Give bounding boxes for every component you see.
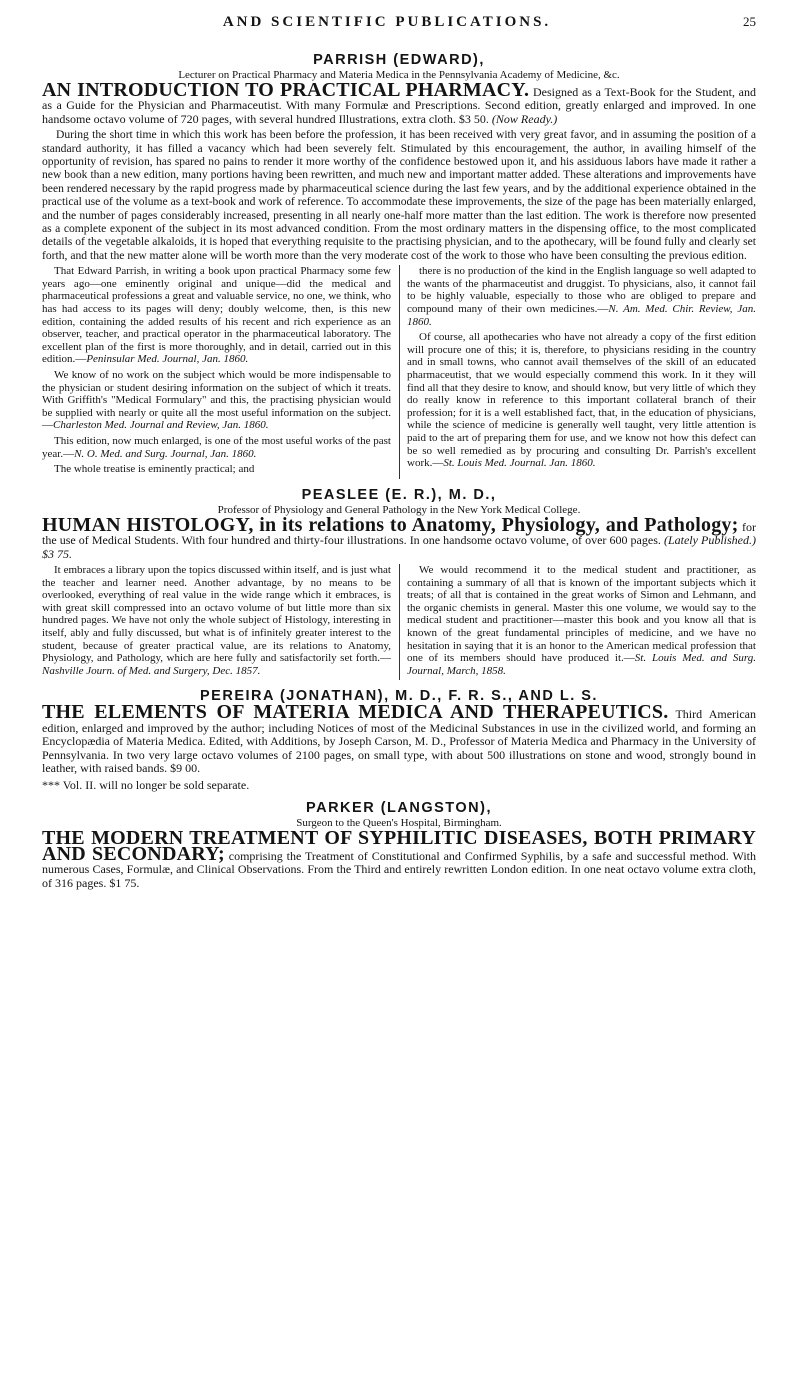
volume-note: *** Vol. II. will no longer be sold separate. bbox=[42, 778, 250, 793]
review-columns bbox=[42, 265, 756, 479]
review-text: We would recommend it to the medical student and practitioner, as containing a summary of all that is known of the important subjects which it treats; of all that is contained in the great works of Simon and Lehmann, and the organic chemists in general. Master this one volume, we would say to the medical student and practitioner—master this book and you know all that is known of the great fundamental principles of medicine, and we have no hesitation in saying that it is an honor to the American medical profession that one of its members should have produced it.— bbox=[407, 564, 756, 665]
book-details: comprising the Treatment of Constitutional and Confirmed Syphilis, by a safe and successful method. With numerous Cases, Formulæ, and Clinical Observations. From the Third and entirely rewritten London edition. In one neat octavo volume extra cloth, of 316 pages. $1 75. bbox=[42, 848, 756, 890]
book-title: THE ELEMENTS OF MATERIA MEDICA AND THERAPEUTICS. bbox=[42, 701, 669, 724]
book-details: for the use of Medical Students. With four hundred and thirty-four illustrations. In one handsome octavo volume, of over 600 pages. bbox=[42, 519, 756, 548]
book-details: Designed as a Text-Book for the Student, and as a Guide for the Physician and Pharmaceutist. With many Formulæ and Prescriptions. Second edition, greatly enlarged and improved. In one handsome octavo volume of 720 pages, with several hundred Illustrations, extra cloth. $3 50. bbox=[42, 85, 756, 126]
author-heading: PEASLEE (E. R.), M. D., bbox=[301, 486, 497, 503]
review-text: The whole treatise is eminently practical; and bbox=[54, 463, 255, 476]
review-column-left bbox=[42, 564, 391, 680]
review-citation: Charleston Med. Journal and Review, Jan. 1860. bbox=[53, 419, 269, 432]
column-divider bbox=[399, 564, 400, 680]
review-quote bbox=[407, 265, 756, 328]
review-quote bbox=[42, 463, 391, 476]
author-credentials: Surgeon to the Queen's Hospital, Birmingham. bbox=[296, 817, 502, 830]
book-listing bbox=[42, 827, 756, 890]
review-text: That Edward Parrish, in writing a book upon practical Pharmacy some few years ago—one eminently original and unique—did the medical and pharmaceutical professions a great and valuable service, no one, we think, who has had access to its pages will deny; doubly welcome, then, is this new edition, containing the added results of his recent and rich experience as an observer, teacher, and practical operator in the pharmaceutical laboratory. The excellent plan of the first is more thoroughly, and in detail, carried out in this edition.— bbox=[42, 265, 391, 366]
review-column-right bbox=[407, 564, 756, 680]
book-details: Third American edition, enlarged and improved by the author; including Notices of most of the Medicinal Substances in use in the civilized world, and forming an Encyclopædia of Materia Medica. Edited, with Additions, by Joseph Carson, M. D., Professor of Materia Medica and Pharmacy in the University of Pennsylvania. In two very large octavo volumes of 2100 pages, on small type, with about 500 illustrations on stone and wood, strongly bound in leather, with raised bands. $9 00. bbox=[42, 707, 756, 775]
column-divider bbox=[399, 265, 400, 479]
book-title: AN INTRODUCTION TO PRACTICAL PHARMACY. bbox=[42, 79, 530, 101]
publication-status: (Lately Published.) $3 75. bbox=[42, 533, 757, 561]
review-citation: St. Louis Med. and Surg. Journal, March, 1858. bbox=[407, 652, 756, 677]
review-quote bbox=[407, 331, 756, 470]
author-credentials: Professor of Physiology and General Pathology in the New York Medical College. bbox=[217, 503, 581, 516]
running-head bbox=[42, 14, 756, 44]
page-number: 25 bbox=[743, 14, 756, 29]
review-text: It embraces a library upon the topics discussed within itself, and is just what the teacher and learner need. Another advantage, by no means to be overlooked, everything of real value in the wide range which it embraces, is with great skill compressed into an octavo volume of but little more than six hundred pages. We have not only the whole subject of Histology, interesting in itself, ably and fully discussed, but what is of infinitely greater interest to the student, because of greater practical value, are its relations to Anatomy, Physiology, and Pathology, which are here fully and satisfactorily set forth.— bbox=[42, 564, 391, 665]
review-column-left bbox=[42, 265, 391, 479]
book-listing bbox=[42, 513, 757, 561]
review-citation: Nashville Journ. of Med. and Surgery, Dec. 1857. bbox=[42, 664, 261, 677]
book-title: THE MODERN TREATMENT OF SYPHILITIC DISEASES, BOTH PRIMARY AND SECONDARY; bbox=[42, 827, 756, 865]
catalog-page bbox=[42, 14, 756, 890]
review-citation: N. O. Med. and Surg. Journal, Jan. 1860. bbox=[74, 447, 257, 460]
review-quote bbox=[407, 564, 756, 677]
review-text: there is no production of the kind in the English language so well adapted to the wants of the pharmaceutist and druggist. To physicians, also, it cannot fail to be highly valuable, especially to those who are obliged to prepare and compound many of their own medicines.— bbox=[407, 265, 756, 316]
author-heading: PARRISH (EDWARD), bbox=[313, 52, 485, 68]
author-credentials: Lecturer on Practical Pharmacy and Materia Medica in the Pennsylvania Academy of Medicine, &c. bbox=[178, 69, 620, 81]
catalog-entry-pereira bbox=[42, 688, 756, 792]
review-citation: N. Am. Med. Chir. Review, Jan. 1860. bbox=[407, 303, 756, 328]
review-quote bbox=[42, 265, 391, 366]
review-citation: Peninsular Med. Journal, Jan. 1860. bbox=[86, 353, 249, 366]
review-column-right bbox=[407, 265, 756, 479]
author-heading: PEREIRA (JONATHAN), M. D., F. R. S., AND L. S. bbox=[200, 688, 598, 705]
catalog-entry-parker bbox=[42, 800, 756, 890]
book-title: HUMAN HISTOLOGY, in its relations to Anatomy, Physiology, and Pathology; bbox=[42, 513, 739, 536]
review-citation: St. Louis Med. Journal. Jan. 1860. bbox=[443, 457, 596, 470]
catalog-entry-peaslee bbox=[42, 487, 756, 681]
running-head-title: AND SCIENTIFIC PUBLICATIONS. bbox=[222, 14, 552, 30]
review-text: This edition, now much enlarged, is one of the most useful works of the past year.— bbox=[42, 435, 391, 460]
review-quote bbox=[42, 564, 391, 677]
book-listing bbox=[42, 701, 756, 775]
review-text: We know of no work on the subject which would be more indispensable to the physician or student desiring information on the subject of which it treats. With Griffith's "Medical Formulary" and this, the practising physician would be supplied with nearly or quite all the most useful information on the subject.— bbox=[42, 369, 391, 432]
catalog-entry-parrish bbox=[42, 52, 756, 479]
review-quote bbox=[42, 435, 391, 460]
publication-status: (Now Ready.) bbox=[491, 111, 558, 126]
author-heading: PARKER (LANGSTON), bbox=[306, 800, 492, 817]
review-quote bbox=[42, 369, 391, 432]
review-text: Of course, all apothecaries who have not already a copy of the first edition will procure one of this; it is, therefore, to physicians residing in the country and in small towns, who cannot avail themselves of the skill of an educated pharmaceutist, that we would especially commend this work. In it they will find all that they desire to know, and should know, but very little of which they do really know in reference to this important collateral branch of their profession; for it is a well established fact, that, in the education of physicians, while the science of medicine is generally well taught, very little attention is paid to the art of preparing them for use, and we know not how this defect can be so well remedied as by procuring and consulting Dr. Parrish's excellent work.— bbox=[407, 331, 756, 470]
book-listing bbox=[42, 79, 756, 126]
book-description: During the short time in which this work has been before the profession, it has been received with very great favor, and in assuming the position of a standard authority, it has filled a vacancy which had been severely felt. Stimulated by this encouragement, the author, in availing himself of the opportunity of revision, has spared no pains to render it more worthy of the confidence bestowed upon it, and his assiduous labors have made it rather a new book than a new edition, many portions having been rewritten, and much new and important matter added. These alterations and improvements have been rendered necessary by the rapid progress made by pharmaceutical science during the last few years, and by the additional experience obtained in the practical use of the volume as a text-book and work of reference. To accommodate these improvements, the size of the page has been materially enlarged, and the number of pages considerably increased, presenting in all nearly one-half more matter than the last edition. The work is therefore now presented as a complete exponent of the subject in its most advanced condition. From the most ordinary matters in the dispensing office, to the most complicated details of the vegetable alkaloids, it is hoped that everything requisite to the practising physician, and to the apothecary, will be found fully and clearly set forth, and that the new matter alone will be worth more than the very moderate cost of the work to those who have been consulting the previous edition. bbox=[42, 128, 756, 262]
review-columns bbox=[42, 564, 756, 680]
